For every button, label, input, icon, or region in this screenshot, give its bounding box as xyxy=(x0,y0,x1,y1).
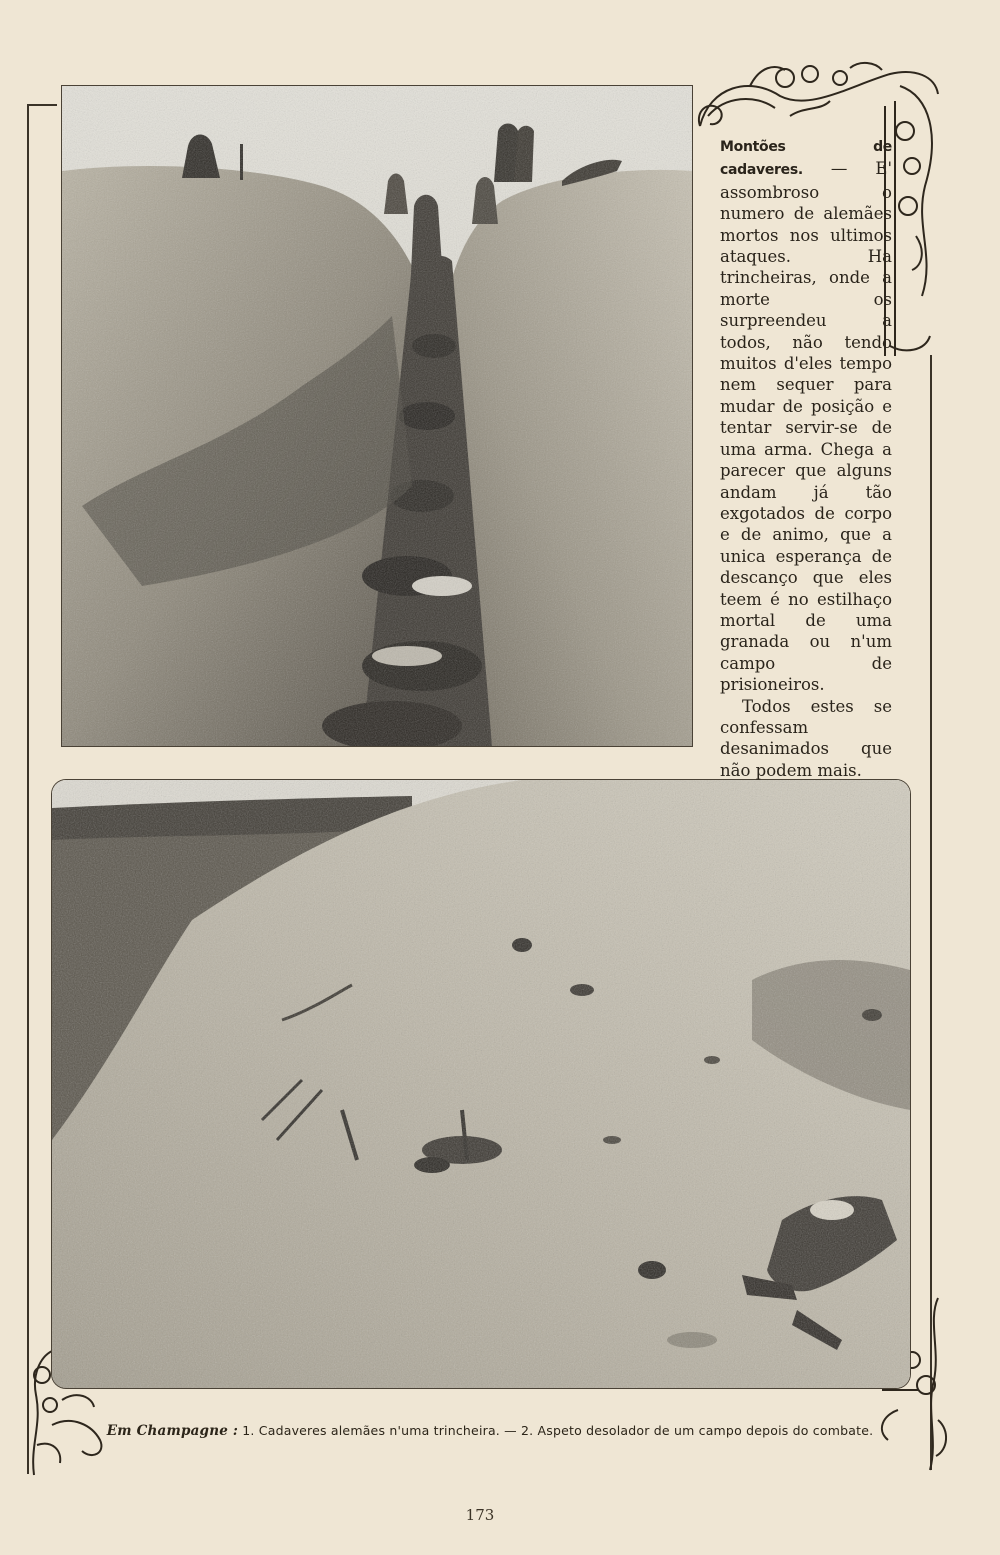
photo-battlefield xyxy=(52,780,910,1388)
photo-trench xyxy=(62,86,692,746)
article-paragraph-1-text: — E' assombroso o numero de alemães mortos nos ultimos ataques. Ha trincheiras, onde a morte os surpreendeu a todos, não tendo muitos d'eles tempo nem sequer para mudar de posição e tentar servir-se de uma arma. Chega a parecer que alguns andam já tão exgotados de corpo e de animo, que a unica esperança de descanço que eles teem é no estilhaço mortal de uma granada ou n'um campo de prisioneiros. xyxy=(720,159,892,695)
frame-line-top xyxy=(27,104,57,106)
caption-text: 1. Cadaveres alemães n'uma trincheira. — 2. Aspeto desolador de um campo depois do combate. xyxy=(242,1423,874,1438)
article-paragraph-2: Todos estes se confessam desanimados que não podem mais. xyxy=(720,696,892,780)
article-column xyxy=(720,135,892,781)
frame-line-left xyxy=(27,104,29,1474)
article-paragraph-1 xyxy=(720,135,892,696)
page-number: 173 xyxy=(465,1506,495,1524)
article-heading: Montões de cadaveres. xyxy=(720,139,892,179)
caption-lead: Em Champagne : xyxy=(106,1423,239,1439)
photo-battlefield-image xyxy=(52,780,910,1388)
photo-trench-image xyxy=(62,86,692,746)
figure-caption xyxy=(100,1423,880,1439)
